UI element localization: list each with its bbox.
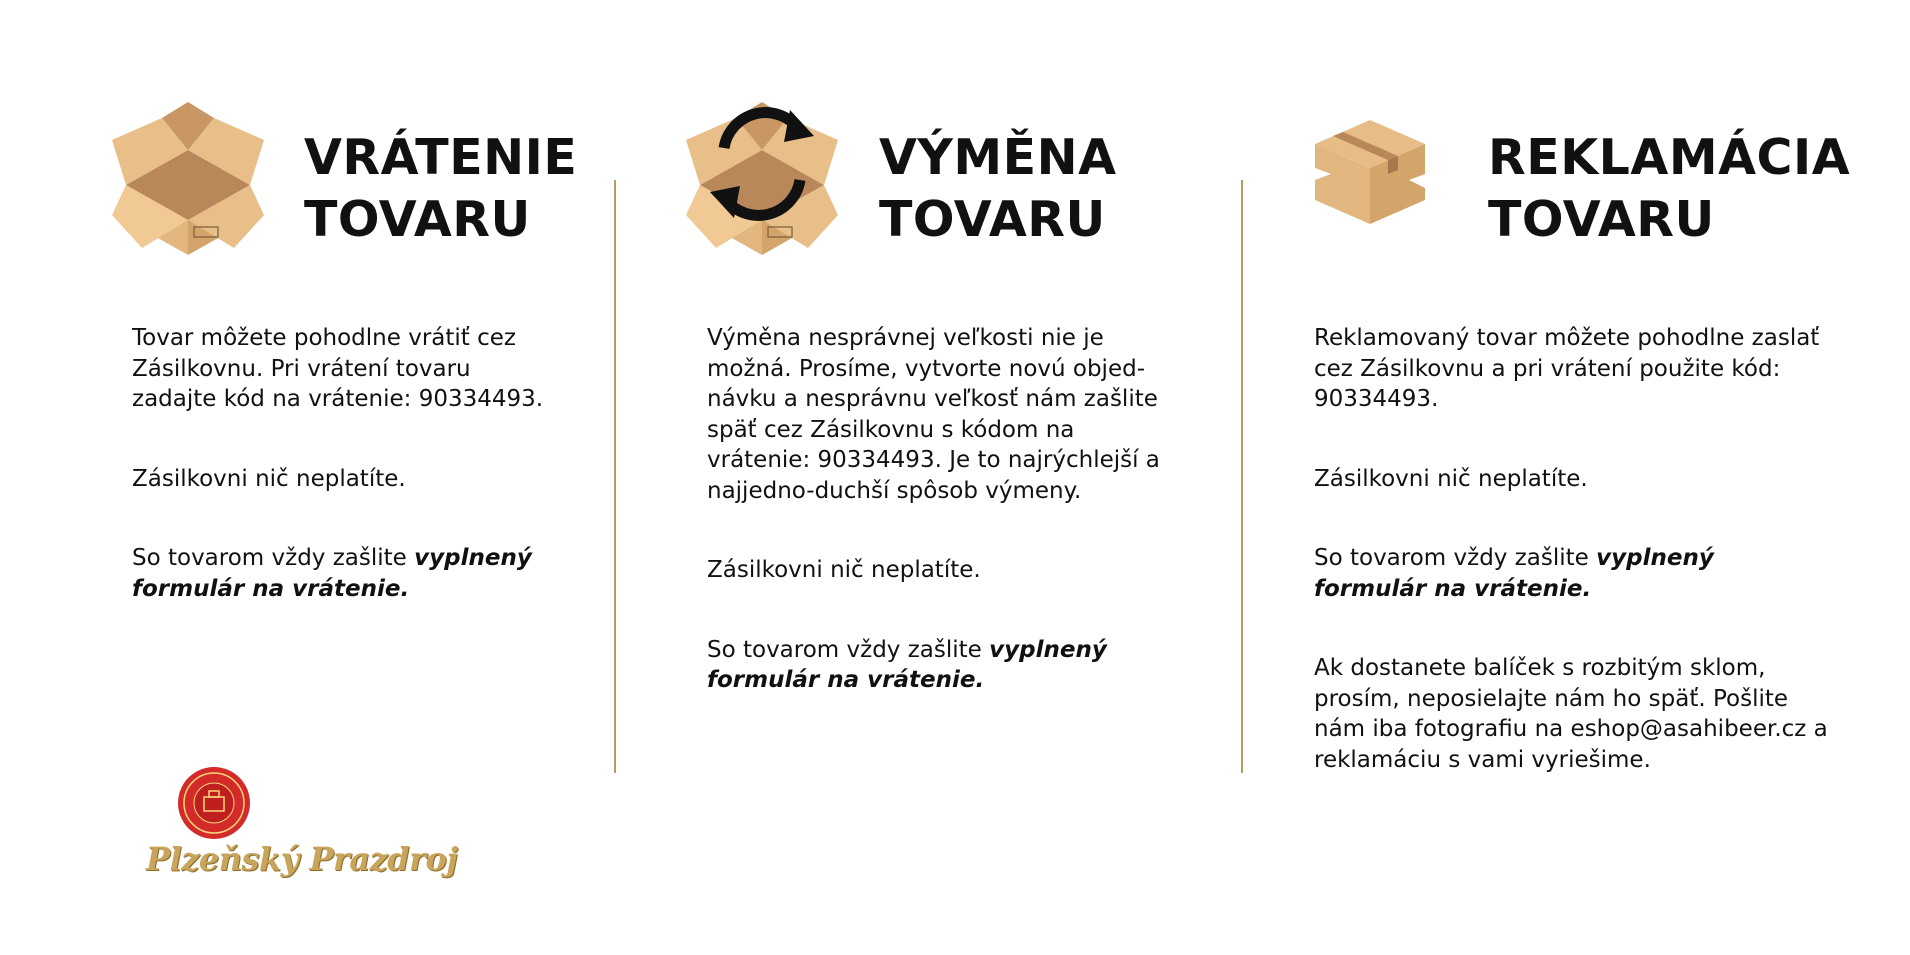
damaged-box-icon [1313, 118, 1427, 226]
paragraph: Zásilkovni nič neplatíte. [132, 465, 406, 492]
brand-logo [140, 765, 458, 900]
paragraph: So tovarom vždy zašlite vyplnený formulár na vrátenie. [707, 636, 1107, 693]
paragraph: Ak dostanete balíček s rozbitým sklom, prosím, neposielajte nám ho späť. Pošlite nám iba fotografiu na eshop@asahibeer.cz a reklamáciu s vami vyriešime. [1314, 655, 1828, 773]
paragraph: So tovarom vždy zašlite vyplnený formulár na vrátenie. [1314, 545, 1714, 602]
column-exchange-title: VÝMĚNA TOVARU [879, 129, 1117, 248]
paragraph: So tovarom vždy zašlite vyplnený formulár na vrátenie. [132, 545, 532, 602]
exchange-box-icon [686, 88, 838, 255]
column-return-title: VRÁTENIE TOVARU [304, 129, 578, 248]
paragraph: Reklamovaný tovar môžete pohodlne zaslať cez Zásilkovnu a pri vrátení použite kód: 90334493. [1314, 325, 1820, 412]
column-return-text [132, 323, 552, 604]
form-emphasis: vyplnený formulár na vrátenie. [132, 545, 532, 602]
open-box-icon [112, 100, 264, 255]
column-complaint-text [1314, 323, 1834, 775]
logo-wordmark: Plzeňský Prazdroj [146, 840, 458, 878]
form-emphasis: vyplnený formulár na vrátenie. [707, 636, 1107, 693]
form-emphasis: vyplnený formulár na vrátenie. [1314, 545, 1714, 602]
paragraph: Tovar môžete pohodlne vrátiť cez Zásilkovnu. Pri vrátení tovaru zadajte kód na vrátenie: 90334493. [132, 325, 544, 412]
divider [1241, 180, 1243, 773]
paragraph: Zásilkovni nič neplatíte. [1314, 465, 1588, 492]
column-exchange-text [707, 323, 1167, 696]
seal-icon [176, 765, 252, 841]
paragraph: Zásilkovni nič neplatíte. [707, 557, 981, 583]
paragraph: Výměna nesprávnej veľkosti nie je možná. Prosíme, vytvorte novú objed-návku a nesprávnu veľkosť nám zašlite späť cez Zásilkovnu s kódom na vrátenie: 90334493. Je to najrýchlejší a najjedno-duchší spôsob výmeny. [707, 325, 1160, 504]
divider [614, 180, 616, 773]
column-complaint-title: REKLAMÁCIA TOVARU [1488, 129, 1851, 248]
